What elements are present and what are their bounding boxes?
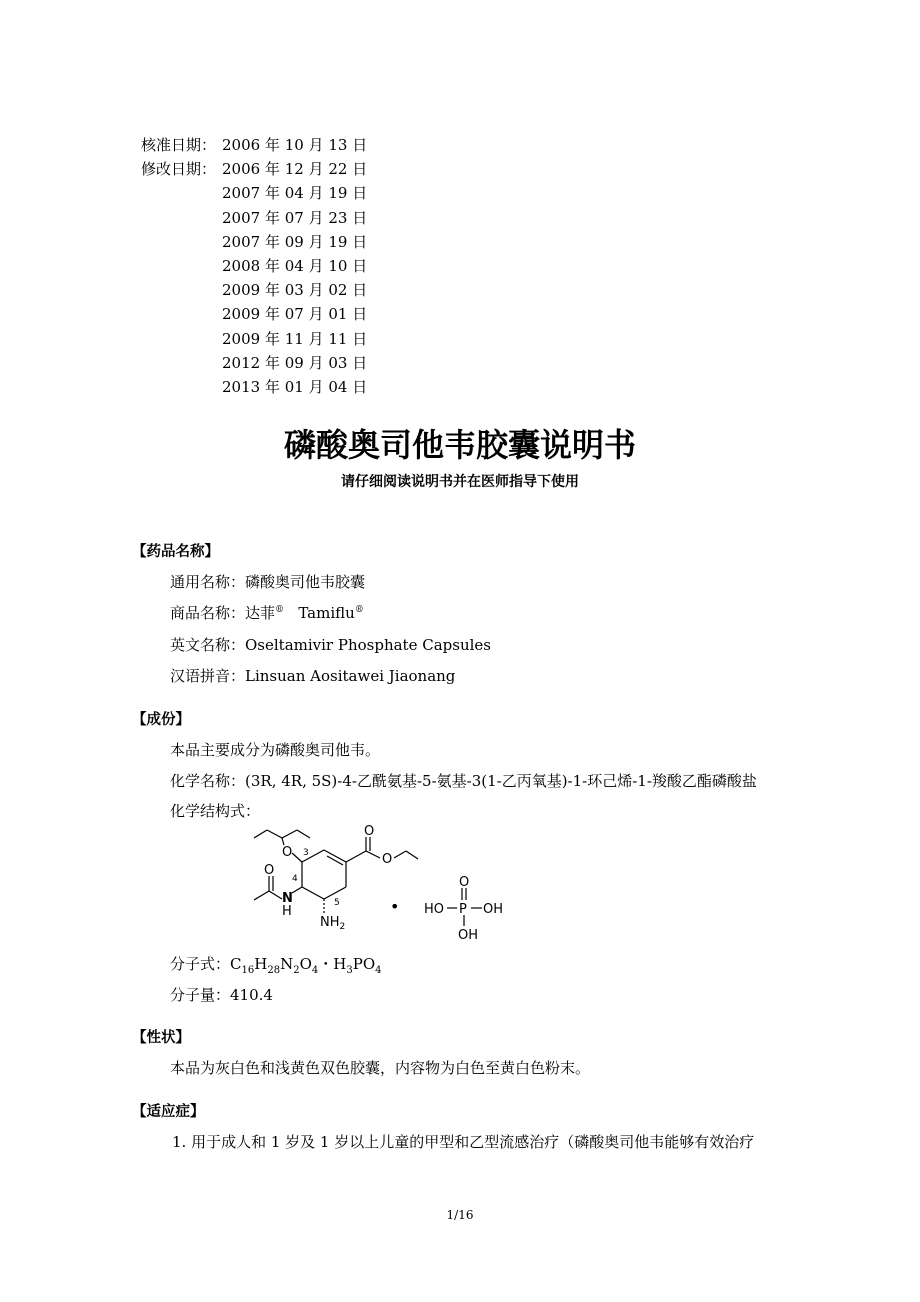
revision-date: 2006 年 12 月 22 日 [222, 160, 368, 179]
revision-date: 2009 年 03 月 02 日 [222, 281, 368, 300]
appearance-heading: 【性状】 [132, 1030, 190, 1046]
revision-date: 2007 年 09 月 19 日 [222, 232, 368, 251]
approval-date: 2006 年 10 月 13 日 [222, 136, 368, 154]
amide-hydrogen: H [282, 904, 292, 919]
ester-oxygen: O [382, 852, 393, 867]
generic-name: 通用名称：磷酸奥司他韦胶囊 [170, 573, 366, 591]
revision-date: 2009 年 07 月 01 日 [222, 305, 368, 324]
revision-date: 2008 年 04 月 10 日 [222, 256, 368, 275]
revision-date-label: 修改日期： [141, 160, 217, 179]
main-ingredient: 本品主要成分为磷酸奥司他韦。 [170, 741, 381, 759]
revision-date: 2012 年 09 月 03 日 [222, 353, 368, 372]
chemical-structure [240, 818, 520, 948]
approval-date-label: 核准日期： [141, 136, 217, 154]
molecular-formula: 分子式：$C_{16}H_{28}N_2O_4$・$H_3PO_4$ [170, 955, 382, 976]
revision-date: 2007 年 04 月 19 日 [222, 184, 368, 203]
pinyin-name: 汉语拼音：Linsuan Aositawei Jiaonang [170, 667, 456, 685]
phosphorus: P [459, 902, 467, 917]
hydroxyl-bottom: OH [458, 928, 479, 943]
date-block [141, 133, 367, 399]
hydroxyl-left: HO [424, 902, 445, 917]
amide-nitrogen: N [282, 891, 293, 906]
carbonyl-oxygen: O [364, 824, 375, 839]
revision-date: 2007 年 07 月 23 日 [222, 208, 368, 227]
amine-group: $NH_2$ [320, 915, 346, 932]
locant-4: 4 [292, 874, 298, 884]
document-title: 磷酸奥司他韦胶囊说明书 [283, 426, 636, 464]
structure-label: 化学结构式： [170, 802, 261, 820]
locant-3: 3 [303, 848, 309, 858]
chemical-name: 化学名称：(3R, 4R, 5S)-4-乙酰氨基-5-氨基-3(1-乙丙氧基)-1-环己烯-1-羧酸乙酯磷酸盐 [170, 772, 757, 790]
english-name: 英文名称：Oseltamivir Phosphate Capsules [170, 636, 491, 654]
document-subtitle: 请仔细阅读说明书并在医师指导下使用 [341, 474, 579, 490]
composition-heading: 【成份】 [132, 712, 190, 728]
locant-5: 5 [334, 898, 340, 908]
page-number: 1/16 [446, 1208, 474, 1222]
indication-item-1: 1. 用于成人和 1 岁及 1 岁以上儿童的甲型和乙型流感治疗（磷酸奥司他韦能够有效治疗 [172, 1133, 755, 1151]
molecular-weight: 分子量：410.4 [170, 986, 273, 1004]
appearance-text: 本品为灰白色和浅黄色双色胶囊，内容物为白色至黄白色粉末。 [170, 1059, 591, 1077]
ether-oxygen: O [282, 845, 293, 860]
revision-date: 2009 年 11 月 11 日 [222, 329, 368, 348]
drug-name-heading: 【药品名称】 [132, 544, 219, 560]
indications-heading: 【适应症】 [132, 1104, 205, 1120]
amide-oxygen: O [264, 863, 275, 878]
revision-date: 2013 年 01 月 04 日 [222, 377, 368, 396]
trade-name: 商品名称：达菲® Tamiflu® [170, 604, 364, 622]
phosphate-oxygen: O [459, 875, 470, 890]
hydroxyl-right: OH [483, 902, 504, 917]
salt-dot: • [390, 897, 400, 916]
